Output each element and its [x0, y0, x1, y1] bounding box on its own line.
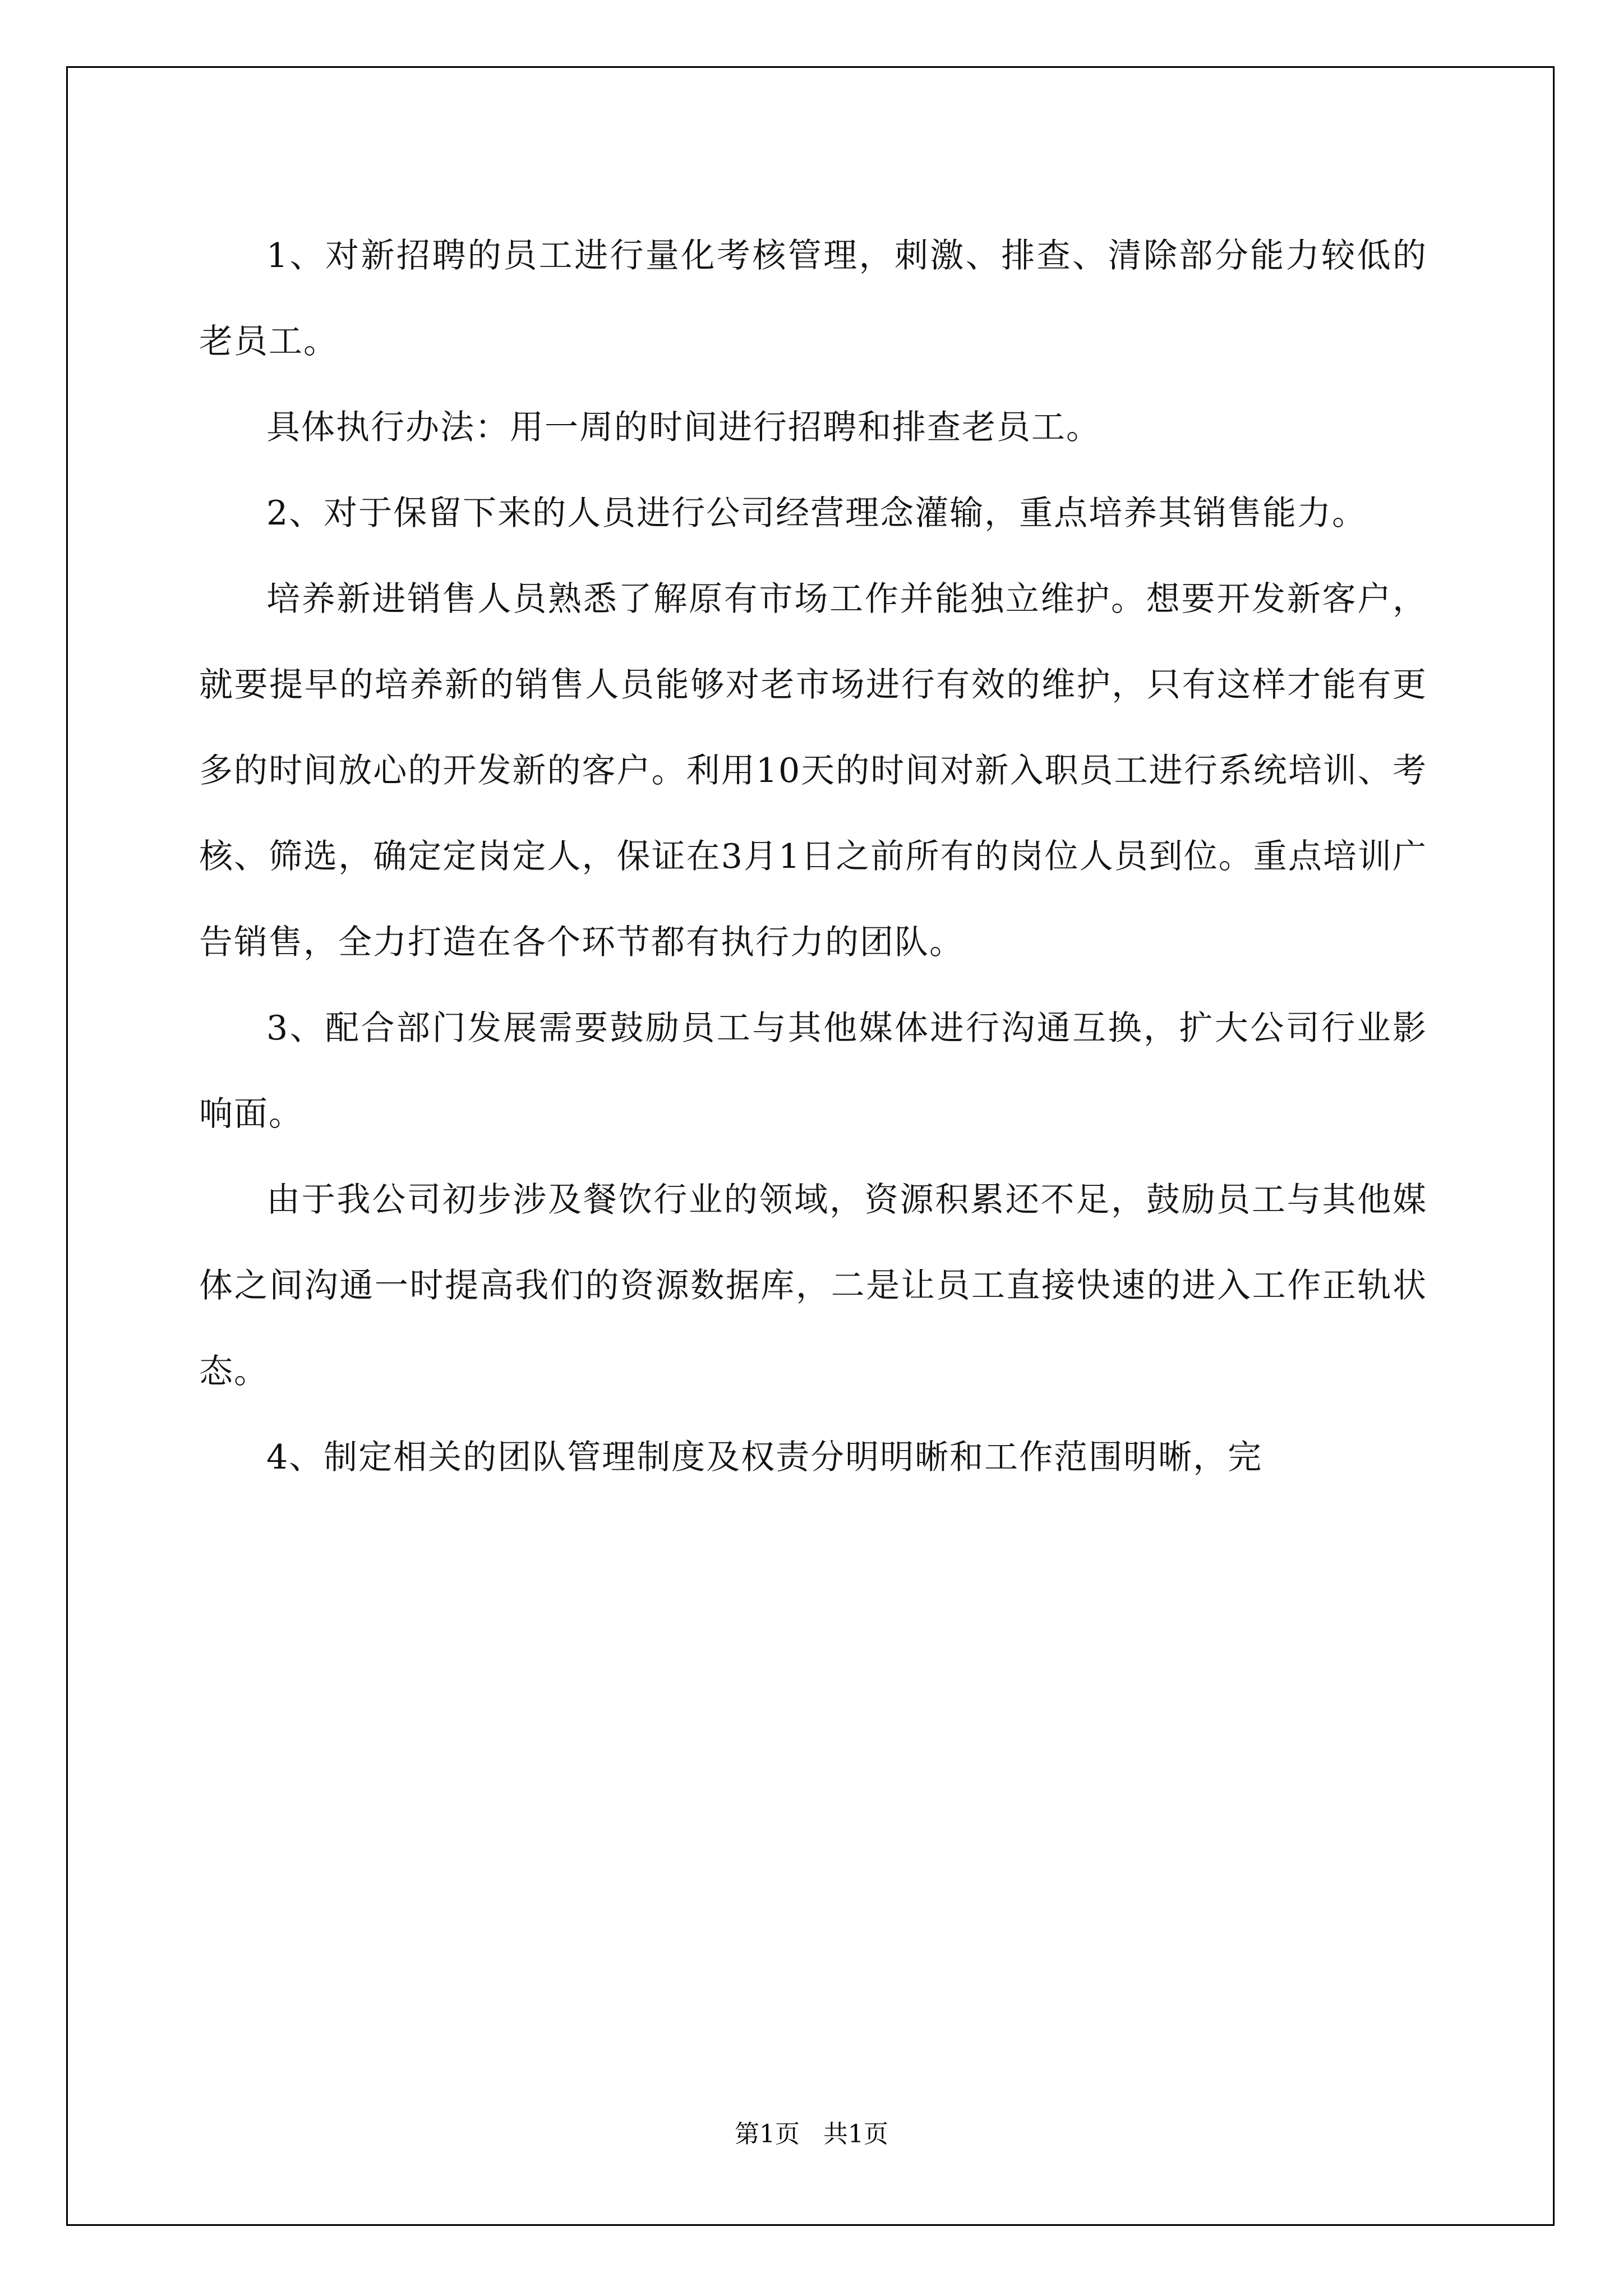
paragraph-3: 2、对于保留下来的人员进行公司经营理念灌输，重点培养其销售能力。 — [266, 494, 1367, 533]
page-footer: 第1页 共1页 — [735, 2120, 888, 2148]
paragraph-4: 培养新进销售人员熟悉了解原有市场工作并能独立维护。想要开发新客户，就要提早的培养新的销售人员能够对老市场进行有效的维护，只有这样才能有更多的时间放心的开发新的客户。利用10天的时间对新入职员工进行系统培训、考核、筛选，确定定岗定人，保证在3月1日之前所有的岗位人员到位。重点培训广告销售，全力打造在各个环节都有执行力的团队。 — [199, 579, 1427, 962]
paragraph-1: 1、对新招聘的员工进行量化考核管理，刺激、排查、清除部分能力较低的老员工。 — [199, 236, 1427, 361]
paragraph-2: 具体执行办法：用一周的时间进行招聘和排查老员工。 — [266, 408, 1101, 447]
paragraph-6: 由于我公司初步涉及餐饮行业的领域，资源积累还不足，鼓励员工与其他媒体之间沟通一时提高我们的资源数据库，二是让员工直接快速的进入工作正轨状态。 — [199, 1180, 1427, 1391]
document-body — [199, 213, 1427, 1501]
paragraph-5: 3、配合部门发展需要鼓励员工与其他媒体进行沟通互换，扩大公司行业影响面。 — [199, 1009, 1427, 1134]
paragraph-7: 4、制定相关的团队管理制度及权责分明明晰和工作范围明晰，完 — [266, 1438, 1263, 1477]
